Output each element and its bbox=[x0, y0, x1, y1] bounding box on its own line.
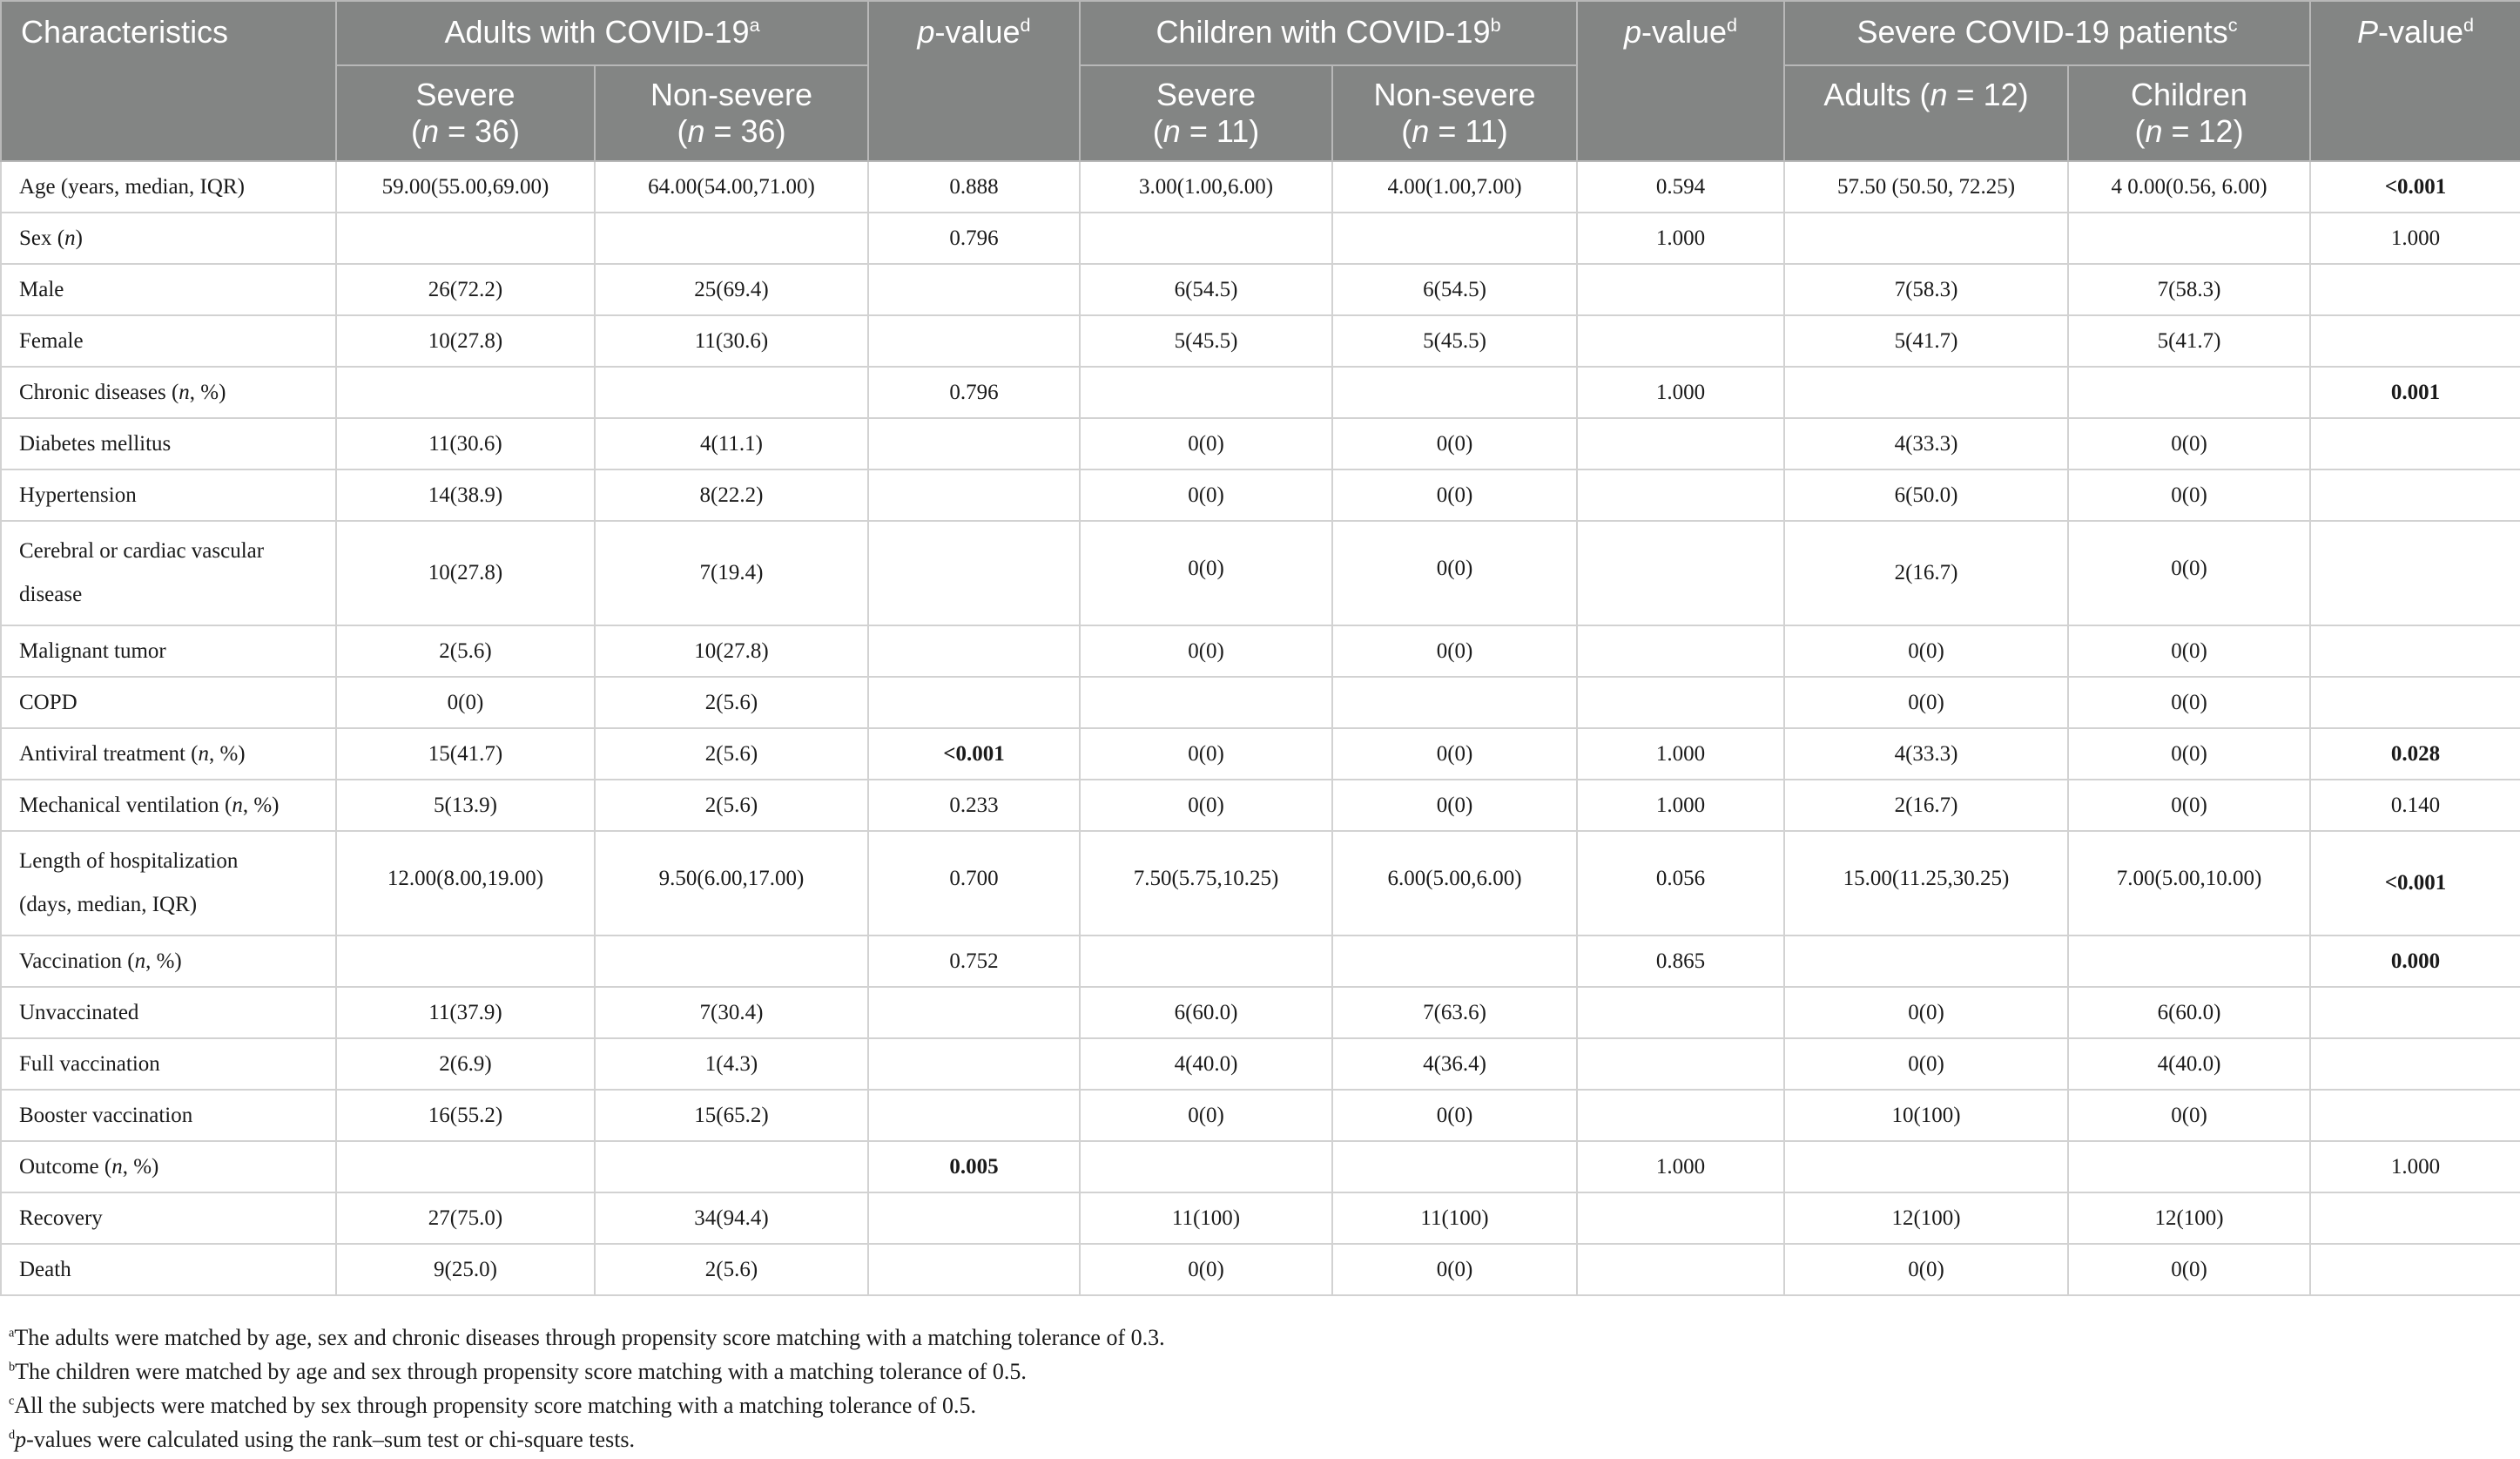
cell-adults-nonsevere bbox=[595, 367, 868, 418]
table-row bbox=[1, 625, 2520, 677]
cell-children-nonsevere: 4.00(1.00,7.00) bbox=[1332, 161, 1577, 213]
cell-pvalue-children bbox=[1577, 521, 1784, 625]
cell-adults-nonsevere: 9.50(6.00,17.00) bbox=[595, 831, 868, 936]
cell-pvalue-children: 1.000 bbox=[1577, 1141, 1784, 1192]
cell-pvalue-adults bbox=[868, 1192, 1080, 1244]
cell-severe-children: 12(100) bbox=[2068, 1192, 2310, 1244]
cell-children-severe: 7.50(5.75,10.25) bbox=[1080, 831, 1332, 936]
cell-pvalue-severe: 1.000 bbox=[2310, 213, 2520, 264]
subheader-children-severe: Severe (n = 11) bbox=[1080, 65, 1332, 161]
header-pvalue-adults: p-value$^d$ bbox=[868, 1, 1080, 161]
footnote-c: $^c$All the subjects were matched by sex through propensity score matching with a matching tolerance of 0.5. bbox=[9, 1393, 977, 1418]
cell-severe-children bbox=[2068, 213, 2310, 264]
cell-pvalue-adults bbox=[868, 521, 1080, 625]
cell-severe-adults: 5(41.7) bbox=[1784, 315, 2068, 367]
table-header bbox=[1, 1, 2520, 161]
row-label: Vaccination (n, %) bbox=[1, 936, 336, 987]
cell-pvalue-adults: <0.001 bbox=[868, 728, 1080, 780]
table-row bbox=[1, 213, 2520, 264]
cell-pvalue-severe bbox=[2310, 677, 2520, 728]
cell-children-severe: 0(0) bbox=[1080, 521, 1332, 625]
subheader-severe-children: Children (n = 12) bbox=[2068, 65, 2310, 161]
cell-severe-adults: 0(0) bbox=[1784, 1038, 2068, 1090]
cell-adults-nonsevere: 2(5.6) bbox=[595, 728, 868, 780]
cell-adults-nonsevere: 4(11.1) bbox=[595, 418, 868, 469]
cell-children-severe bbox=[1080, 1141, 1332, 1192]
cell-severe-adults bbox=[1784, 936, 2068, 987]
cell-pvalue-children: 0.865 bbox=[1577, 936, 1784, 987]
header-children-group: Children with COVID-19$^b$ bbox=[1080, 1, 1577, 65]
table-row bbox=[1, 728, 2520, 780]
cell-severe-children bbox=[2068, 367, 2310, 418]
cell-pvalue-severe bbox=[2310, 1192, 2520, 1244]
cell-children-severe bbox=[1080, 213, 1332, 264]
cell-pvalue-children: 0.594 bbox=[1577, 161, 1784, 213]
cell-pvalue-severe: <0.001 bbox=[2310, 161, 2520, 213]
table-row bbox=[1, 987, 2520, 1038]
cell-children-nonsevere: 0(0) bbox=[1332, 1244, 1577, 1295]
header-severe-group: Severe COVID-19 patients$^c$ bbox=[1784, 1, 2310, 65]
row-label: Outcome (n, %) bbox=[1, 1141, 336, 1192]
row-label: Hypertension bbox=[1, 469, 336, 521]
cell-children-severe: 11(100) bbox=[1080, 1192, 1332, 1244]
cell-children-nonsevere bbox=[1332, 936, 1577, 987]
cell-pvalue-children bbox=[1577, 469, 1784, 521]
footnote-d: $^d$p-values were calculated using the rank–sum test or chi-square tests. bbox=[9, 1427, 636, 1452]
cell-pvalue-children bbox=[1577, 987, 1784, 1038]
cell-severe-adults: 4(33.3) bbox=[1784, 418, 2068, 469]
cell-adults-severe: 11(30.6) bbox=[336, 418, 595, 469]
row-label: Diabetes mellitus bbox=[1, 418, 336, 469]
cell-adults-severe: 59.00(55.00,69.00) bbox=[336, 161, 595, 213]
header-adults-group: Adults with COVID-19$^a$ bbox=[336, 1, 868, 65]
cell-severe-children: 0(0) bbox=[2068, 469, 2310, 521]
cell-pvalue-severe bbox=[2310, 625, 2520, 677]
cell-pvalue-children bbox=[1577, 315, 1784, 367]
cell-children-nonsevere bbox=[1332, 213, 1577, 264]
cell-children-nonsevere: 5(45.5) bbox=[1332, 315, 1577, 367]
row-label: Cerebral or cardiac vascular disease bbox=[1, 521, 336, 625]
cell-children-nonsevere bbox=[1332, 367, 1577, 418]
cell-severe-children: 0(0) bbox=[2068, 418, 2310, 469]
cell-children-severe bbox=[1080, 677, 1332, 728]
cell-children-severe: 0(0) bbox=[1080, 418, 1332, 469]
cell-severe-adults: 0(0) bbox=[1784, 677, 2068, 728]
cell-severe-adults: 6(50.0) bbox=[1784, 469, 2068, 521]
header-pvalue-children: p-value$^d$ bbox=[1577, 1, 1784, 161]
cell-adults-nonsevere: 2(5.6) bbox=[595, 1244, 868, 1295]
cell-severe-children: 0(0) bbox=[2068, 780, 2310, 831]
row-label: Male bbox=[1, 264, 336, 315]
cell-children-severe: 0(0) bbox=[1080, 728, 1332, 780]
cell-children-nonsevere: 0(0) bbox=[1332, 521, 1577, 625]
cell-adults-severe: 12.00(8.00,19.00) bbox=[336, 831, 595, 936]
cell-adults-nonsevere: 10(27.8) bbox=[595, 625, 868, 677]
cell-adults-nonsevere: 8(22.2) bbox=[595, 469, 868, 521]
cell-pvalue-severe: 1.000 bbox=[2310, 1141, 2520, 1192]
cell-pvalue-adults: 0.005 bbox=[868, 1141, 1080, 1192]
cell-pvalue-severe: 0.000 bbox=[2310, 936, 2520, 987]
cell-severe-children: 0(0) bbox=[2068, 521, 2310, 625]
cell-adults-severe: 0(0) bbox=[336, 677, 595, 728]
cell-children-nonsevere bbox=[1332, 1141, 1577, 1192]
cell-pvalue-children bbox=[1577, 677, 1784, 728]
row-label: Death bbox=[1, 1244, 336, 1295]
table-row bbox=[1, 469, 2520, 521]
cell-children-nonsevere: 6.00(5.00,6.00) bbox=[1332, 831, 1577, 936]
cell-pvalue-children bbox=[1577, 418, 1784, 469]
cell-pvalue-adults bbox=[868, 625, 1080, 677]
cell-pvalue-children: 1.000 bbox=[1577, 780, 1784, 831]
cell-severe-children: 7(58.3) bbox=[2068, 264, 2310, 315]
subheader-severe-adults: Adults (n = 12) bbox=[1784, 65, 2068, 161]
cell-children-nonsevere: 0(0) bbox=[1332, 1090, 1577, 1141]
cell-pvalue-children bbox=[1577, 264, 1784, 315]
cell-adults-severe bbox=[336, 213, 595, 264]
cell-adults-nonsevere bbox=[595, 213, 868, 264]
cell-pvalue-children: 1.000 bbox=[1577, 367, 1784, 418]
cell-severe-adults bbox=[1784, 1141, 2068, 1192]
cell-adults-nonsevere: 1(4.3) bbox=[595, 1038, 868, 1090]
cell-pvalue-severe bbox=[2310, 521, 2520, 625]
cell-pvalue-children: 0.056 bbox=[1577, 831, 1784, 936]
cell-adults-nonsevere bbox=[595, 1141, 868, 1192]
table-row bbox=[1, 1244, 2520, 1295]
cell-severe-children: 5(41.7) bbox=[2068, 315, 2310, 367]
subheader-adults-severe: Severe (n = 36) bbox=[336, 65, 595, 161]
row-label: Unvaccinated bbox=[1, 987, 336, 1038]
row-label: Length of hospitalization (days, median, IQR) bbox=[1, 831, 336, 936]
cell-pvalue-severe: 0.028 bbox=[2310, 728, 2520, 780]
cell-children-nonsevere: 7(63.6) bbox=[1332, 987, 1577, 1038]
cell-children-severe: 0(0) bbox=[1080, 469, 1332, 521]
row-label: Recovery bbox=[1, 1192, 336, 1244]
cell-severe-children: 7.00(5.00,10.00) bbox=[2068, 831, 2310, 936]
cell-children-severe: 4(40.0) bbox=[1080, 1038, 1332, 1090]
cell-children-nonsevere: 11(100) bbox=[1332, 1192, 1577, 1244]
cell-pvalue-children bbox=[1577, 1244, 1784, 1295]
cell-severe-children: 0(0) bbox=[2068, 1244, 2310, 1295]
cell-pvalue-adults bbox=[868, 264, 1080, 315]
cell-adults-severe: 2(5.6) bbox=[336, 625, 595, 677]
cell-adults-severe: 9(25.0) bbox=[336, 1244, 595, 1295]
cell-adults-severe: 11(37.9) bbox=[336, 987, 595, 1038]
table-row bbox=[1, 780, 2520, 831]
cell-pvalue-children: 1.000 bbox=[1577, 213, 1784, 264]
cell-pvalue-adults bbox=[868, 677, 1080, 728]
subheader-adults-nonsevere: Non-severe (n = 36) bbox=[595, 65, 868, 161]
cell-pvalue-children bbox=[1577, 1038, 1784, 1090]
row-label: Chronic diseases (n, %) bbox=[1, 367, 336, 418]
cell-pvalue-severe bbox=[2310, 1038, 2520, 1090]
footnote-b: $^b$The children were matched by age and sex through propensity score matching with a matching tolerance of 0.5. bbox=[9, 1359, 1027, 1384]
table-row bbox=[1, 831, 2520, 936]
cell-pvalue-severe: <0.001 bbox=[2310, 831, 2520, 936]
table-row bbox=[1, 264, 2520, 315]
cell-adults-nonsevere: 2(5.6) bbox=[595, 677, 868, 728]
cell-pvalue-severe bbox=[2310, 1244, 2520, 1295]
row-label: Full vaccination bbox=[1, 1038, 336, 1090]
cell-children-nonsevere: 0(0) bbox=[1332, 780, 1577, 831]
cell-severe-children: 4(40.0) bbox=[2068, 1038, 2310, 1090]
row-label: Booster vaccination bbox=[1, 1090, 336, 1141]
row-label: Mechanical ventilation (n, %) bbox=[1, 780, 336, 831]
cell-adults-severe: 14(38.9) bbox=[336, 469, 595, 521]
cell-severe-children bbox=[2068, 1141, 2310, 1192]
cell-pvalue-severe: 0.140 bbox=[2310, 780, 2520, 831]
cell-pvalue-severe bbox=[2310, 1090, 2520, 1141]
cell-severe-children: 0(0) bbox=[2068, 625, 2310, 677]
row-label: Sex (n) bbox=[1, 213, 336, 264]
cell-adults-severe bbox=[336, 367, 595, 418]
header-pvalue-severe: P-value$^d$ bbox=[2310, 1, 2520, 161]
cell-pvalue-severe bbox=[2310, 987, 2520, 1038]
cell-severe-adults: 57.50 (50.50, 72.25) bbox=[1784, 161, 2068, 213]
cell-adults-nonsevere: 11(30.6) bbox=[595, 315, 868, 367]
cell-children-nonsevere: 0(0) bbox=[1332, 469, 1577, 521]
cell-pvalue-adults: 0.796 bbox=[868, 367, 1080, 418]
cell-children-severe: 0(0) bbox=[1080, 625, 1332, 677]
cell-pvalue-severe bbox=[2310, 469, 2520, 521]
cell-pvalue-adults bbox=[868, 469, 1080, 521]
cell-adults-nonsevere: 25(69.4) bbox=[595, 264, 868, 315]
subheader-children-nonsevere: Non-severe (n = 11) bbox=[1332, 65, 1577, 161]
header-characteristics: Characteristics bbox=[1, 1, 336, 161]
table-row bbox=[1, 521, 2520, 625]
cell-adults-severe: 16(55.2) bbox=[336, 1090, 595, 1141]
cell-severe-adults: 2(16.7) bbox=[1784, 521, 2068, 625]
cell-adults-severe: 26(72.2) bbox=[336, 264, 595, 315]
cell-children-severe: 6(54.5) bbox=[1080, 264, 1332, 315]
cell-pvalue-children: 1.000 bbox=[1577, 728, 1784, 780]
table-row bbox=[1, 418, 2520, 469]
footnote-a: $^a$The adults were matched by age, sex and chronic diseases through propensity score matching with a matching tolerance of 0.3. bbox=[9, 1325, 1165, 1350]
cell-severe-adults bbox=[1784, 367, 2068, 418]
row-label: Malignant tumor bbox=[1, 625, 336, 677]
cell-adults-severe: 5(13.9) bbox=[336, 780, 595, 831]
cell-pvalue-adults: 0.233 bbox=[868, 780, 1080, 831]
cell-adults-severe: 10(27.8) bbox=[336, 521, 595, 625]
table-row bbox=[1, 161, 2520, 213]
cell-severe-adults: 2(16.7) bbox=[1784, 780, 2068, 831]
cell-children-severe: 6(60.0) bbox=[1080, 987, 1332, 1038]
cell-pvalue-adults: 0.752 bbox=[868, 936, 1080, 987]
cell-severe-adults: 15.00(11.25,30.25) bbox=[1784, 831, 2068, 936]
cell-pvalue-adults bbox=[868, 987, 1080, 1038]
cell-severe-adults: 0(0) bbox=[1784, 987, 2068, 1038]
cell-adults-nonsevere: 64.00(54.00,71.00) bbox=[595, 161, 868, 213]
cell-children-severe: 0(0) bbox=[1080, 1244, 1332, 1295]
cell-pvalue-children bbox=[1577, 1192, 1784, 1244]
cell-pvalue-severe bbox=[2310, 264, 2520, 315]
cell-severe-adults: 4(33.3) bbox=[1784, 728, 2068, 780]
cell-adults-nonsevere: 7(30.4) bbox=[595, 987, 868, 1038]
cell-pvalue-severe bbox=[2310, 315, 2520, 367]
table-row bbox=[1, 1090, 2520, 1141]
cell-severe-adults: 10(100) bbox=[1784, 1090, 2068, 1141]
cell-pvalue-children bbox=[1577, 1090, 1784, 1141]
cell-pvalue-severe: 0.001 bbox=[2310, 367, 2520, 418]
cell-adults-severe bbox=[336, 936, 595, 987]
cell-pvalue-children bbox=[1577, 625, 1784, 677]
table-row bbox=[1, 1141, 2520, 1192]
cell-pvalue-adults bbox=[868, 315, 1080, 367]
cell-severe-children: 4 0.00(0.56, 6.00) bbox=[2068, 161, 2310, 213]
cell-children-severe: 3.00(1.00,6.00) bbox=[1080, 161, 1332, 213]
cell-severe-adults: 0(0) bbox=[1784, 625, 2068, 677]
table-body bbox=[1, 161, 2520, 1295]
cell-adults-nonsevere: 15(65.2) bbox=[595, 1090, 868, 1141]
row-label: Female bbox=[1, 315, 336, 367]
cell-adults-nonsevere: 7(19.4) bbox=[595, 521, 868, 625]
cell-children-nonsevere: 6(54.5) bbox=[1332, 264, 1577, 315]
table-row bbox=[1, 1192, 2520, 1244]
row-label: Antiviral treatment (n, %) bbox=[1, 728, 336, 780]
cell-severe-adults: 12(100) bbox=[1784, 1192, 2068, 1244]
cell-pvalue-severe bbox=[2310, 418, 2520, 469]
cell-adults-severe bbox=[336, 1141, 595, 1192]
row-label: COPD bbox=[1, 677, 336, 728]
cell-children-nonsevere bbox=[1332, 677, 1577, 728]
cell-pvalue-adults: 0.796 bbox=[868, 213, 1080, 264]
table-row bbox=[1, 367, 2520, 418]
table-row bbox=[1, 936, 2520, 987]
table-row bbox=[1, 315, 2520, 367]
cell-pvalue-adults: 0.888 bbox=[868, 161, 1080, 213]
table-row bbox=[1, 677, 2520, 728]
cell-adults-nonsevere: 2(5.6) bbox=[595, 780, 868, 831]
cell-severe-adults bbox=[1784, 213, 2068, 264]
cell-children-nonsevere: 0(0) bbox=[1332, 728, 1577, 780]
cell-severe-children: 0(0) bbox=[2068, 677, 2310, 728]
cell-children-nonsevere: 0(0) bbox=[1332, 418, 1577, 469]
cell-children-severe bbox=[1080, 936, 1332, 987]
cell-severe-children: 6(60.0) bbox=[2068, 987, 2310, 1038]
cell-severe-children: 0(0) bbox=[2068, 728, 2310, 780]
cell-severe-children bbox=[2068, 936, 2310, 987]
cell-adults-severe: 27(75.0) bbox=[336, 1192, 595, 1244]
cell-children-severe: 0(0) bbox=[1080, 1090, 1332, 1141]
cell-children-severe: 5(45.5) bbox=[1080, 315, 1332, 367]
cell-adults-severe: 10(27.8) bbox=[336, 315, 595, 367]
cell-adults-nonsevere bbox=[595, 936, 868, 987]
cell-pvalue-adults: 0.700 bbox=[868, 831, 1080, 936]
cell-adults-severe: 15(41.7) bbox=[336, 728, 595, 780]
cell-children-nonsevere: 4(36.4) bbox=[1332, 1038, 1577, 1090]
cell-children-severe: 0(0) bbox=[1080, 780, 1332, 831]
table-footnotes bbox=[9, 1321, 2499, 1456]
cell-pvalue-adults bbox=[868, 418, 1080, 469]
cell-children-severe bbox=[1080, 367, 1332, 418]
cell-severe-children: 0(0) bbox=[2068, 1090, 2310, 1141]
cell-adults-nonsevere: 34(94.4) bbox=[595, 1192, 868, 1244]
cell-severe-adults: 7(58.3) bbox=[1784, 264, 2068, 315]
table-row bbox=[1, 1038, 2520, 1090]
cell-children-nonsevere: 0(0) bbox=[1332, 625, 1577, 677]
cell-pvalue-adults bbox=[868, 1038, 1080, 1090]
row-label: Age (years, median, IQR) bbox=[1, 161, 336, 213]
cell-pvalue-adults bbox=[868, 1244, 1080, 1295]
cell-adults-severe: 2(6.9) bbox=[336, 1038, 595, 1090]
cell-severe-adults: 0(0) bbox=[1784, 1244, 2068, 1295]
cell-pvalue-adults bbox=[868, 1090, 1080, 1141]
